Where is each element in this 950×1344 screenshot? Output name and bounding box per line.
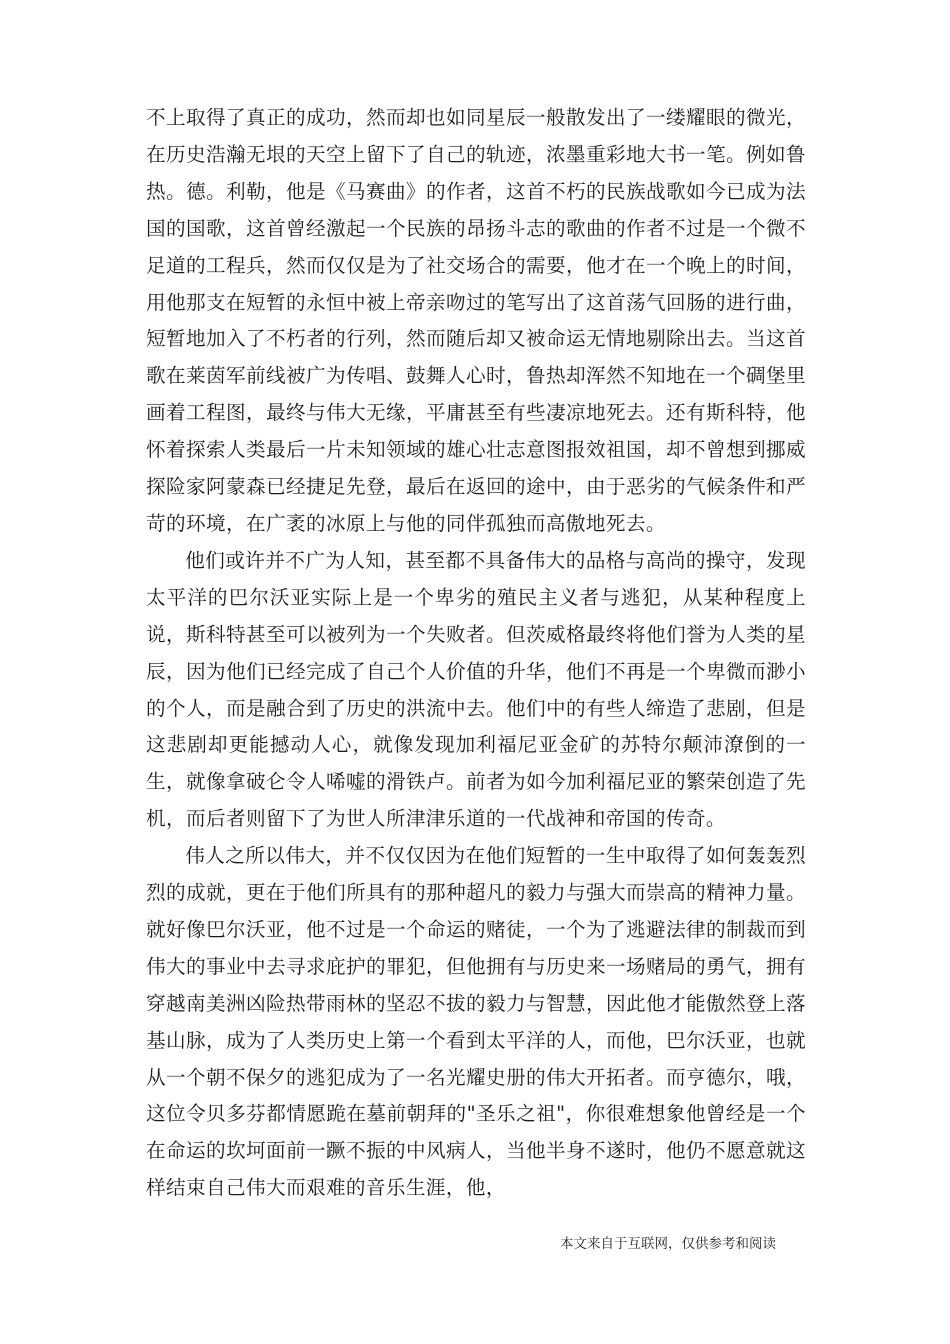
paragraph-3: 伟人之所以伟大，并不仅仅因为在他们短暂的一生中取得了如何轰轰烈烈的成就，更在于他们所具有的那种超凡的毅力与强大而崇高的精神力量。就好像巴尔沃亚，他不过是一个命运的赌徒，一个为了逃避法律的制裁而到伟大的事业中去寻求庇护的罪犯，但他拥有与历史来一场赌局的勇气，拥有穿越南美洲凶险热带雨林的坚忍不拔的毅力与智慧，因此他才能傲然登上落基山脉，成为了人类历史上第一个看到太平洋的人，而他，巴尔沃亚，也就从一个朝不保夕的逃犯成为了一名光耀史册的伟大开拓者。而亨德尔，哦，这位令贝多芬都情愿跪在墓前朝拜的"圣乐之祖"，你很难想象他曾经是一个在命运的坎坷面前一蹶不振的中风病人，当他半身不遂时，他仍不愿意就这样结束自己伟大而艰难的音乐生涯，他， — [146, 844, 806, 1200]
paragraph-2: 他们或许并不广为人知，甚至都不具备伟大的品格与高尚的操守，发现太平洋的巴尔沃亚实际上是一个卑劣的殖民主义者与逃犯，从某种程度上说，斯科特甚至可以被列为一个失败者。但茨威格最终将他们誉为人类的星辰，因为他们已经完成了自己个人价值的升华，他们不再是一个卑微而渺小的个人，而是融合到了历史的洪流中去。他们中的有些人缔造了悲剧，但是这悲剧却更能撼动人心，就像发现加利福尼亚金矿的苏特尔颠沛潦倒的一生，就像拿破仑令人唏嘘的滑铁卢。前者为如今加利福尼亚的繁荣创造了先机，而后者则留下了为世人所津津乐道的一代战神和帝国的传奇。 — [146, 548, 806, 831]
paragraph-1: 不上取得了真正的成功，然而却也如同星辰一般散发出了一缕耀眼的微光，在历史浩瀚无垠的天空上留下了自己的轨迹，浓墨重彩地大书一笔。例如鲁热。德。利勒，他是《马赛曲》的作者，这首不朽的民族战歌如今已成为法国的国歌，这首曾经激起一个民族的昂扬斗志的歌曲的作者不过是一个微不足道的工程兵，然而仅仅是为了社交场合的需要，他才在一个晚上的时间，用他那支在短暂的永恒中被上帝亲吻过的笔写出了这首荡气回肠的进行曲，短暂地加入了不朽者的行列，然而随后却又被命运无情地剔除出去。当这首歌在莱茵军前线被广为传唱、鼓舞人心时，鲁热却浑然不知地在一个碉堡里画着工程图，最终与伟大无缘，平庸甚至有些凄凉地死去。还有斯科特，他怀着探索人类最后一片未知领域的雄心壮志意图报效祖国，却不曾想到挪威探险家阿蒙森已经捷足先登，最后在返回的途中，由于恶劣的气候条件和严苛的环境，在广袤的冰原上与他的同伴孤独而高傲地死去。 — [146, 106, 806, 535]
footer-note: 本文来自于互联网，仅供参考和阅读 — [560, 1236, 776, 1252]
document-body — [146, 100, 806, 1207]
